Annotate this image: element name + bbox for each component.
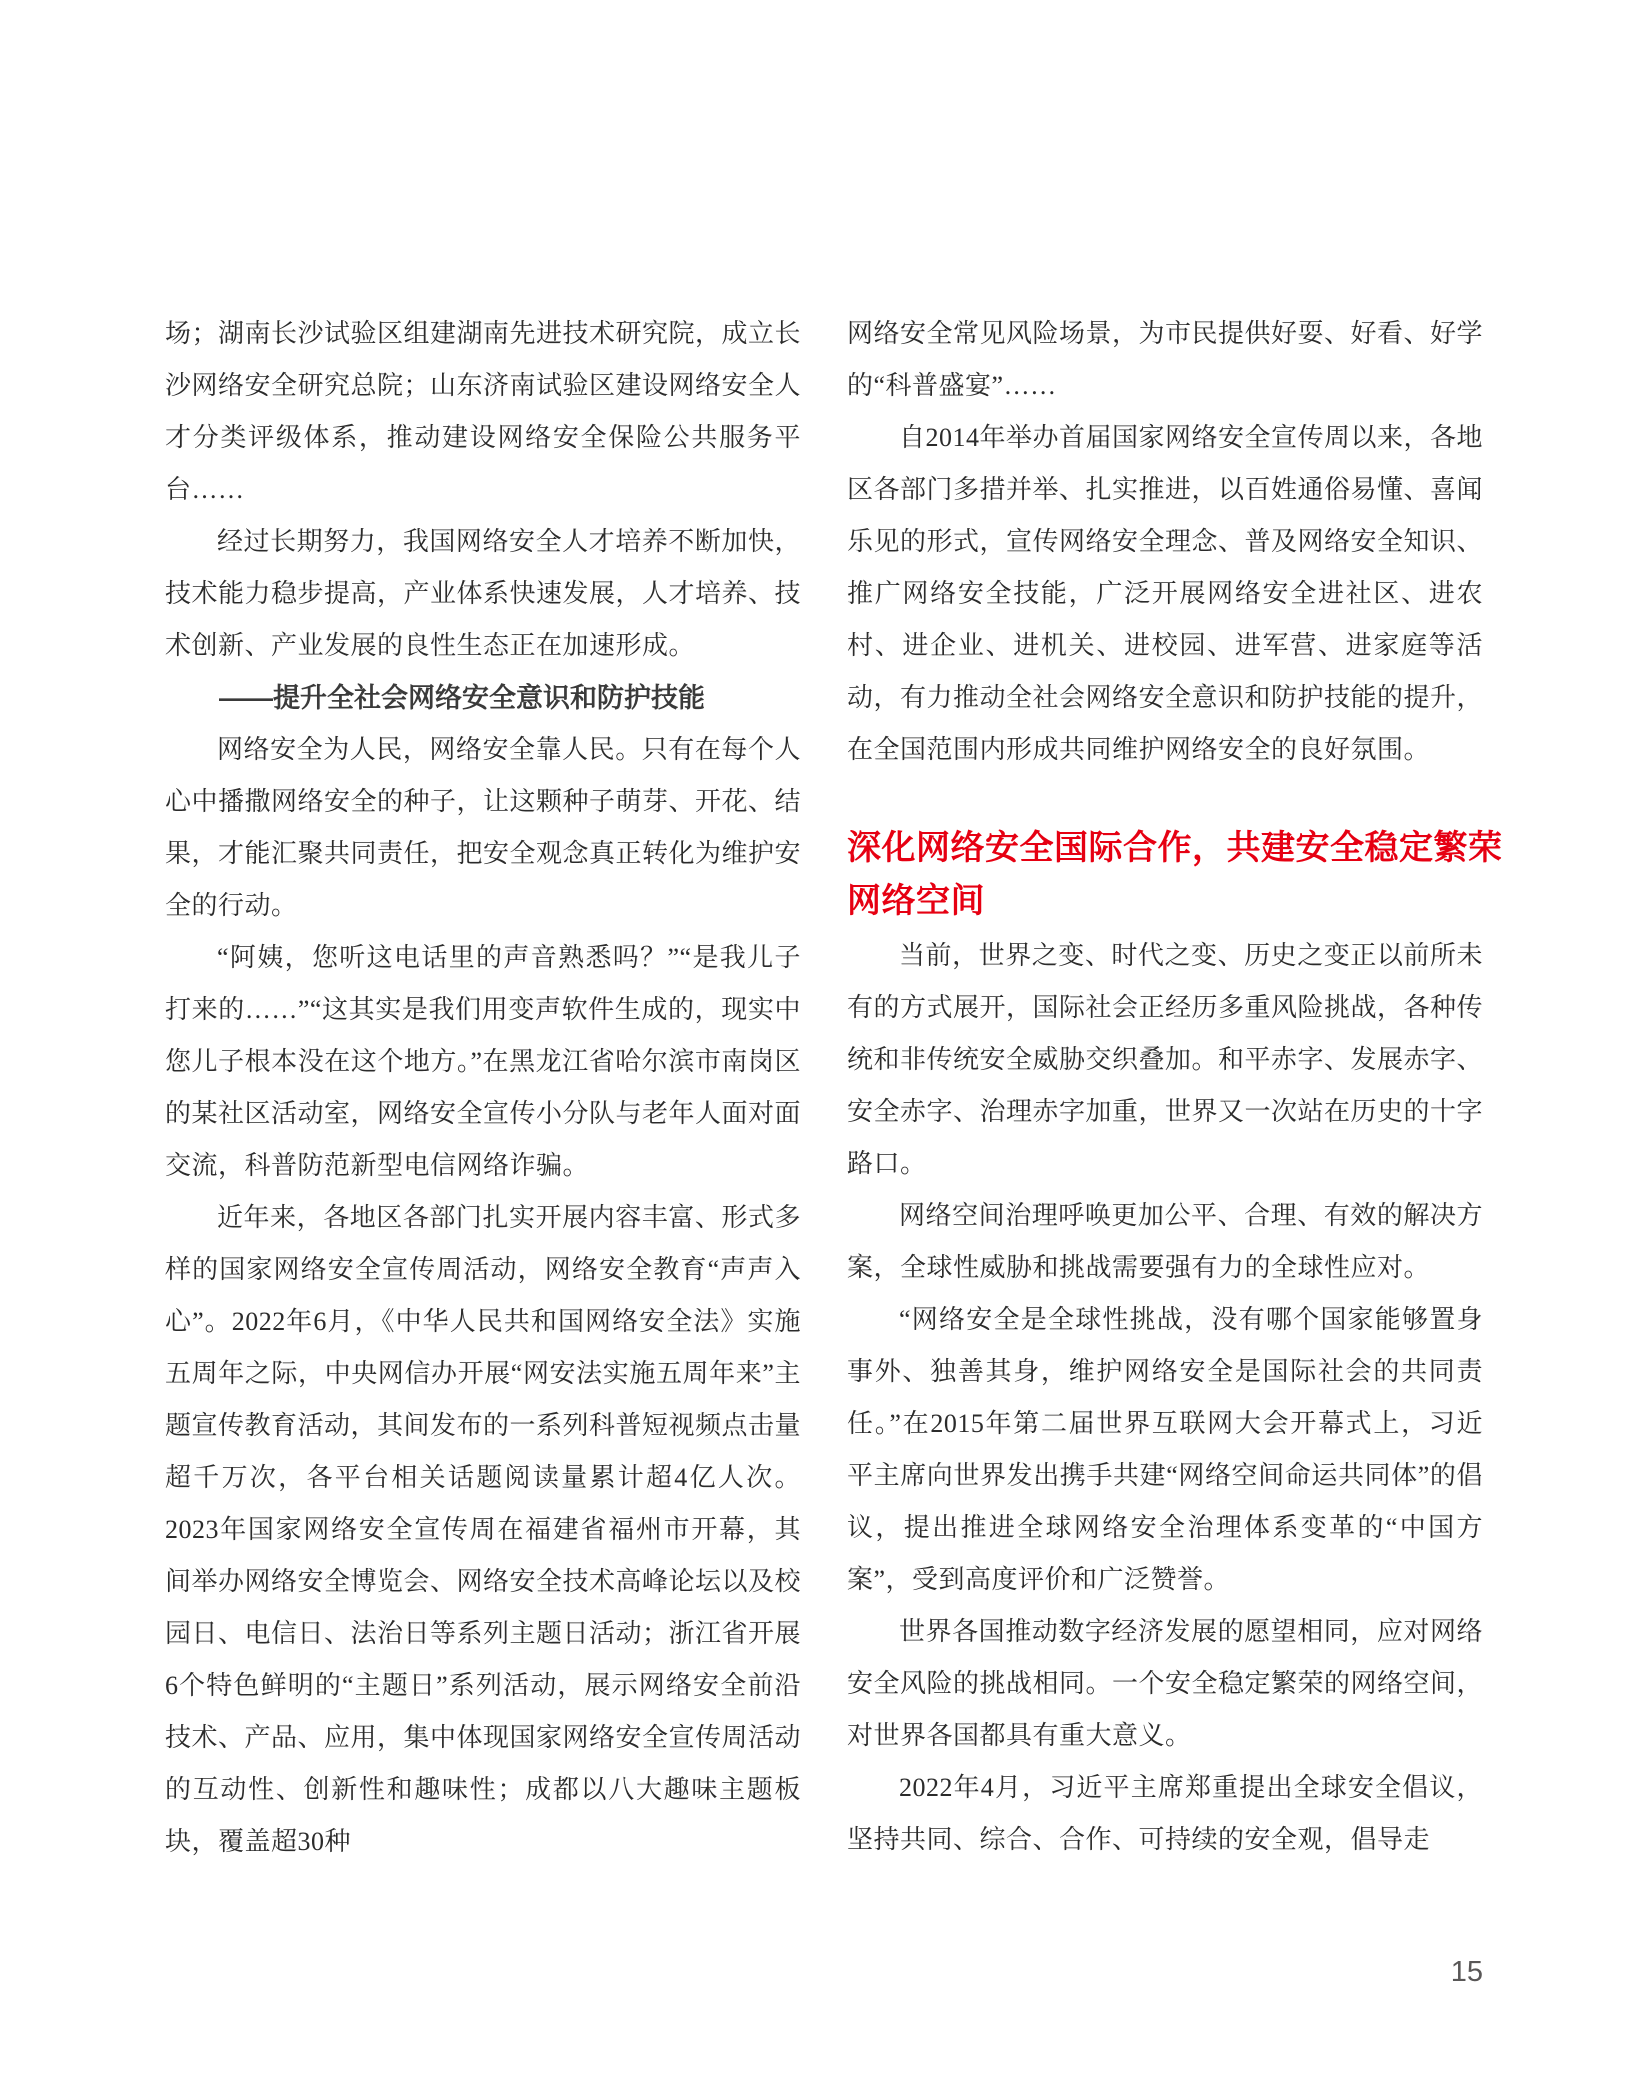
paragraph: 场；湖南长沙试验区组建湖南先进技术研究院，成立长沙网络安全研究总院；山东济南试验区建设网络安全人才分类评级体系，推动建设网络安全保险公共服务平台…… — [165, 319, 802, 504]
paragraph: 2022年4月，习近平主席郑重提出全球安全倡议，坚持共同、综合、合作、可持续的安全观，倡导走 — [847, 1773, 1483, 1854]
paragraph: 网络空间治理呼唤更加公平、合理、有效的解决方案，全球性威胁和挑战需要强有力的全球性应对。 — [847, 1201, 1483, 1282]
paragraph: 经过长期努力，我国网络安全人才培养不断加快，技术能力稳步提高，产业体系快速发展，人才培养、技术创新、产业发展的良性生态正在加速形成。 — [165, 527, 802, 660]
paragraph: “阿姨，您听这电话里的声音熟悉吗？”“是我儿子打来的……”“这其实是我们用变声软件生成的，现实中您儿子根本没在这个地方。”在黑龙江省哈尔滨市南岗区的某社区活动室，网络安全宣传小分队与老年人面对面交流，科普防范新型电信网络诈骗。 — [165, 943, 802, 1180]
section-subhead: ——提升全社会网络安全意识和防护技能 — [219, 683, 705, 713]
section-heading-red — [847, 822, 1503, 928]
paragraph: 当前，世界之变、时代之变、历史之变正以前所未有的方式展开，国际社会正经历多重风险挑战，各种传统和非传统安全威胁交织叠加。和平赤字、发展赤字、安全赤字、治理赤字加重，世界又一次站在历史的十字路口。 — [847, 941, 1484, 1178]
heading-line: 网络空间 — [847, 882, 985, 920]
paragraph: 自2014年举办首届国家网络安全宣传周以来，各地区各部门多措并举、扎实推进，以百姓通俗易懂、喜闻乐见的形式，宣传网络安全理念、普及网络安全知识、推广网络安全技能，广泛开展网络安全进社区、进农村、进企业、进机关、进校园、进军营、进家庭等活动，有力推动全社会网络安全意识和防护技能的提升，在全国范围内形成共同维护网络安全的良好氛围。 — [847, 423, 1484, 764]
paragraph: “网络安全是全球性挑战，没有哪个国家能够置身事外、独善其身，维护网络安全是国际社会的共同责任。”在2015年第二届世界互联网大会开幕式上，习近平主席向世界发出携手共建“网络空间命运共同体”的倡议，提出推进全球网络安全治理体系变革的“中国方案”，受到高度评价和广泛赞誉。 — [847, 1305, 1483, 1594]
paragraph: 网络安全常见风险场景，为市民提供好耍、好看、好学的“科普盛宴”…… — [847, 319, 1484, 400]
heading-line: 深化网络安全国际合作，共建安全稳定繁荣 — [847, 829, 1503, 867]
paragraph: 近年来，各地区各部门扎实开展内容丰富、形式多样的国家网络安全宣传周活动，网络安全教育“声声入心”。2022年6月，《中华人民共和国网络安全法》实施五周年之际，中央网信办开展“网安法实施五周年来”主题宣传教育活动，其间发布的一系列科普短视频点击量超千万次，各平台相关话题阅读量累计超4亿人次。2023年国家网络安全宣传周在福建省福州市开幕，其间举办网络安全博览会、网络安全技术高峰论坛以及校园日、电信日、法治日等系列主题日活动；浙江省开展6个特色鲜明的“主题日”系列活动，展示网络安全前沿技术、产品、应用，集中体现国家网络安全宣传周活动的互动性、创新性和趣味性；成都以八大趣味主题板块，覆盖超30种 — [165, 1203, 802, 1856]
paragraph: 世界各国推动数字经济发展的愿望相同，应对网络安全风险的挑战相同。一个安全稳定繁荣的网络空间，对世界各国都具有重大意义。 — [847, 1617, 1484, 1750]
left-column — [165, 308, 801, 1868]
paragraph: 网络安全为人民，网络安全靠人民。只有在每个人心中播撒网络安全的种子，让这颗种子萌芽、开花、结果，才能汇聚共同责任，把安全观念真正转化为维护安全的行动。 — [165, 735, 802, 920]
right-column — [847, 308, 1503, 1866]
page-number: 15 — [1450, 1956, 1483, 1988]
